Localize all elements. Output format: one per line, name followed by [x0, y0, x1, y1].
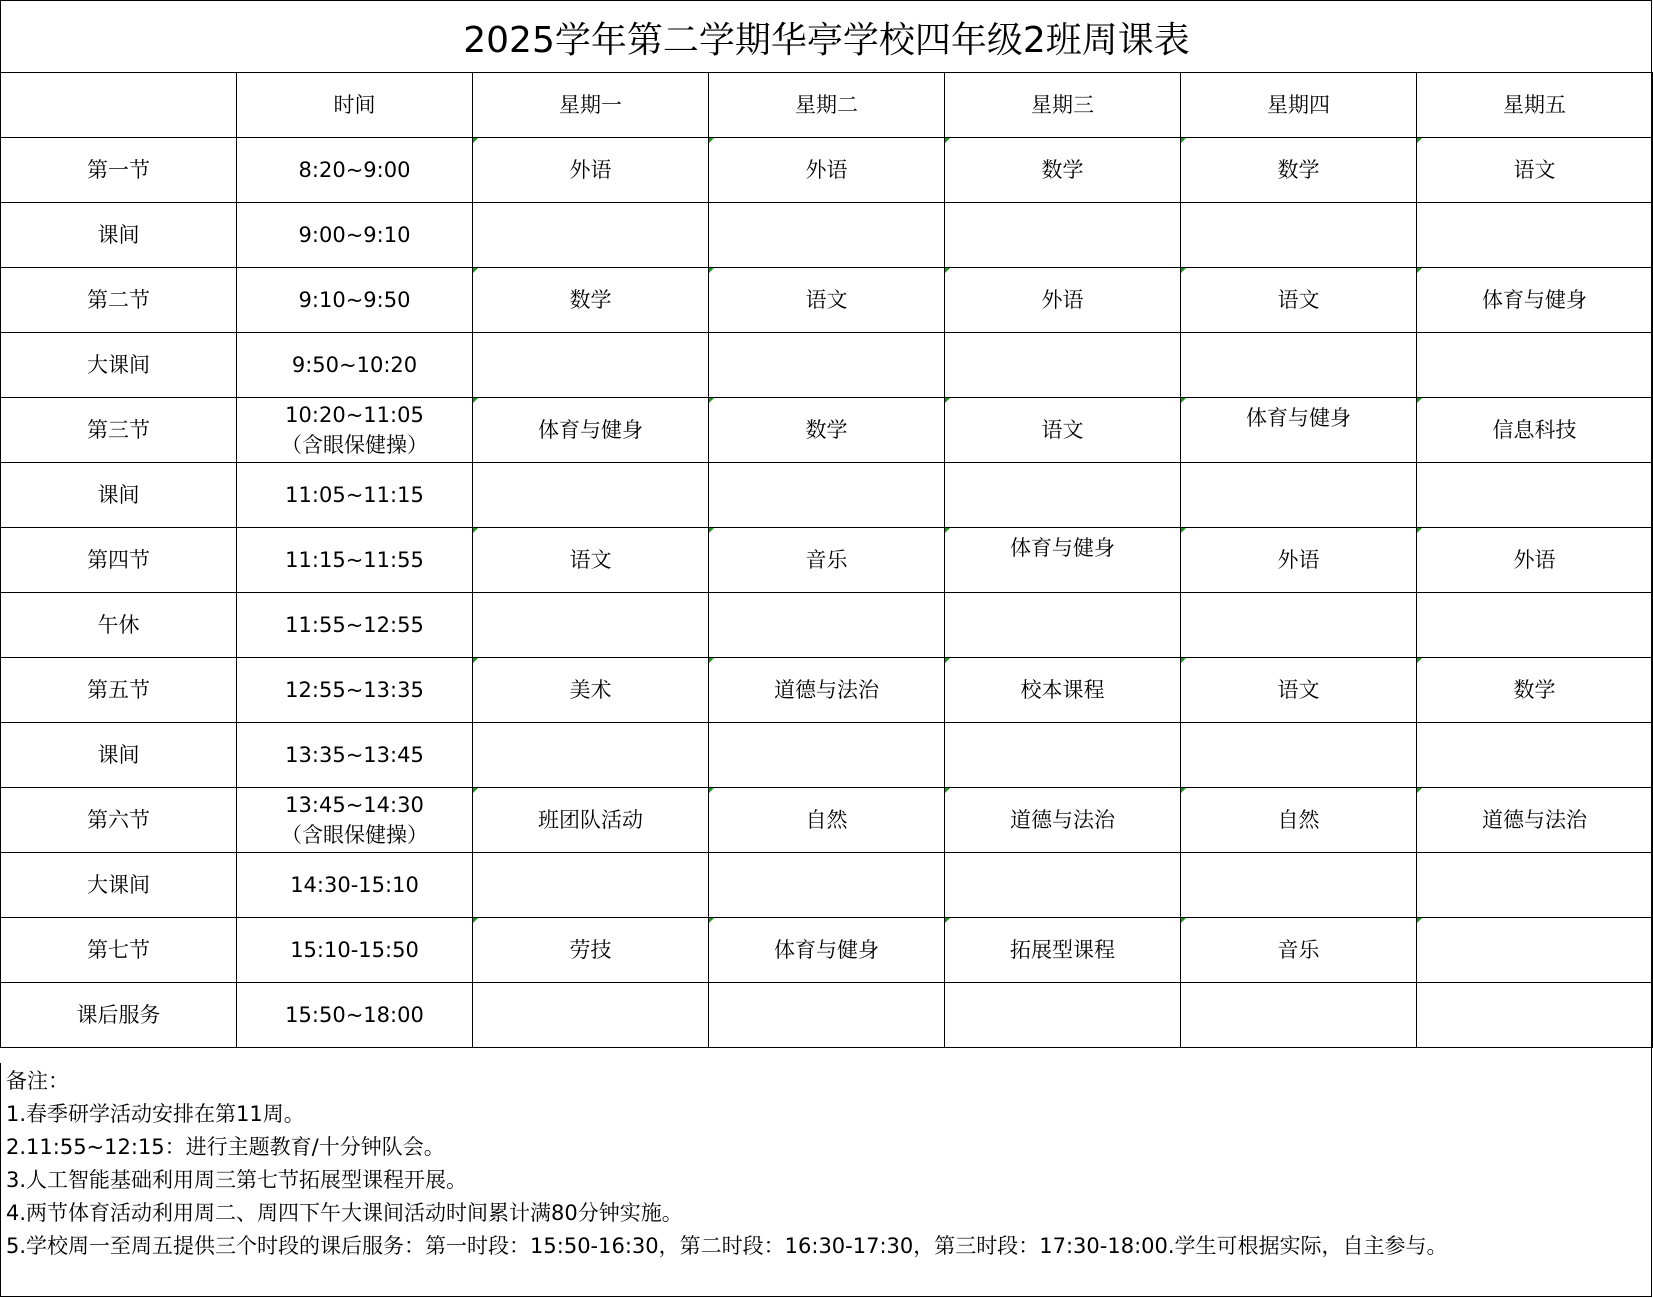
class-cell[interactable] [945, 333, 1181, 398]
class-cell[interactable]: 道德与法治 [709, 658, 945, 723]
break-row [1, 463, 1653, 528]
time-cell[interactable] [237, 528, 473, 593]
header-time-cell[interactable]: 时间 [237, 73, 473, 138]
class-cell[interactable]: 音乐 [1181, 918, 1417, 983]
class-cell[interactable] [709, 983, 945, 1048]
time-note-text: （含眼保健操） [281, 823, 428, 847]
class-cell[interactable] [473, 463, 709, 528]
header-day-cell[interactable]: 星期五 [1417, 73, 1653, 138]
class-cell[interactable]: 数学 [709, 398, 945, 463]
lesson-row [1, 918, 1653, 983]
lesson-row [1, 398, 1653, 463]
class-cell[interactable] [473, 723, 709, 788]
time-cell[interactable] [237, 983, 473, 1048]
period-cell[interactable]: 课后服务 [1, 983, 237, 1048]
time-cell[interactable] [237, 658, 473, 723]
header-blank-cell[interactable] [1, 73, 237, 138]
break-row [1, 983, 1653, 1048]
class-cell[interactable]: 劳技 [473, 918, 709, 983]
period-cell[interactable]: 第五节 [1, 658, 237, 723]
class-cell[interactable] [473, 983, 709, 1048]
class-cell[interactable] [709, 333, 945, 398]
class-cell[interactable]: 数学 [1417, 658, 1653, 723]
time-range-text: 9:10~9:50 [298, 287, 411, 312]
time-range-text: 10:20~11:05 [285, 403, 424, 427]
class-cell[interactable]: 体育与健身 [1417, 268, 1653, 333]
class-cell[interactable]: 美术 [473, 658, 709, 723]
class-cell[interactable]: 道德与法治 [1417, 788, 1653, 853]
time-cell[interactable] [237, 918, 473, 983]
class-cell[interactable] [1181, 723, 1417, 788]
class-cell[interactable]: 外语 [1417, 528, 1653, 593]
break-row [1, 333, 1653, 398]
time-cell[interactable] [237, 333, 473, 398]
class-cell[interactable]: 拓展型课程 [945, 918, 1181, 983]
note-line: 2.11:55~12:15：进行主题教育/十分钟队会。 [6, 1135, 445, 1159]
class-cell[interactable] [1181, 333, 1417, 398]
class-cell[interactable]: 语文 [709, 268, 945, 333]
class-cell[interactable] [709, 853, 945, 918]
class-cell[interactable] [945, 853, 1181, 918]
class-cell[interactable]: 体育与健身 [945, 528, 1181, 593]
class-cell[interactable] [473, 593, 709, 658]
note-line: 3.人工智能基础利用周三第七节拓展型课程开展。 [6, 1168, 468, 1192]
class-cell[interactable] [1181, 983, 1417, 1048]
break-row [1, 593, 1653, 658]
period-cell[interactable]: 第一节 [1, 138, 237, 203]
period-cell[interactable]: 大课间 [1, 853, 237, 918]
class-cell[interactable]: 体育与健身 [473, 398, 709, 463]
time-cell[interactable] [237, 203, 473, 268]
break-row [1, 853, 1653, 918]
time-range-text: 8:20~9:00 [298, 157, 411, 182]
header-day-cell[interactable]: 星期一 [473, 73, 709, 138]
class-cell[interactable] [1181, 853, 1417, 918]
notes-heading: 备注： [6, 1069, 69, 1093]
class-cell[interactable]: 语文 [1417, 138, 1653, 203]
period-cell[interactable]: 课间 [1, 463, 237, 528]
time-cell[interactable] [237, 398, 473, 463]
class-cell[interactable] [1417, 723, 1653, 788]
time-range-text: 9:50~10:20 [291, 352, 418, 377]
class-cell[interactable] [709, 203, 945, 268]
header-day-cell[interactable]: 星期二 [709, 73, 945, 138]
period-cell[interactable]: 第四节 [1, 528, 237, 593]
lesson-row [1, 658, 1653, 723]
class-cell[interactable] [945, 723, 1181, 788]
class-cell[interactable] [945, 983, 1181, 1048]
class-cell[interactable]: 体育与健身 [709, 918, 945, 983]
break-row [1, 723, 1653, 788]
class-cell[interactable]: 语文 [1181, 268, 1417, 333]
class-cell[interactable]: 自然 [1181, 788, 1417, 853]
notes-section [0, 1063, 1652, 1297]
header-day-cell[interactable]: 星期三 [945, 73, 1181, 138]
class-cell[interactable] [1417, 983, 1653, 1048]
class-cell[interactable]: 语文 [1181, 658, 1417, 723]
class-cell[interactable] [473, 853, 709, 918]
class-cell[interactable]: 语文 [945, 398, 1181, 463]
class-cell[interactable] [1417, 918, 1653, 983]
time-range-text: 9:00~9:10 [298, 222, 411, 247]
lesson-row [1, 268, 1653, 333]
class-cell[interactable]: 外语 [709, 138, 945, 203]
period-cell[interactable]: 第二节 [1, 268, 237, 333]
time-range-text: 11:05~11:15 [285, 482, 424, 507]
class-cell[interactable] [945, 463, 1181, 528]
class-cell[interactable]: 信息科技 [1417, 398, 1653, 463]
class-cell[interactable]: 班团队活动 [473, 788, 709, 853]
time-range-text: 13:45~14:30 [285, 793, 424, 817]
header-row [1, 73, 1653, 138]
note-line: 1.春季研学活动安排在第11周。 [6, 1102, 305, 1126]
time-range-text: 12:55~13:35 [285, 677, 424, 702]
break-row [1, 203, 1653, 268]
period-cell[interactable]: 课间 [1, 203, 237, 268]
time-range-text: 14:30-15:10 [290, 872, 419, 897]
class-cell[interactable] [1417, 463, 1653, 528]
class-cell[interactable]: 音乐 [709, 528, 945, 593]
period-cell[interactable]: 第六节 [1, 788, 237, 853]
period-cell[interactable]: 课间 [1, 723, 237, 788]
class-cell[interactable] [473, 203, 709, 268]
class-cell[interactable] [1181, 203, 1417, 268]
timetable-title: 2025学年第二学期华亭学校四年级2班周课表 [0, 0, 1652, 73]
class-cell[interactable]: 外语 [1181, 528, 1417, 593]
time-range-text: 15:50~18:00 [285, 1002, 424, 1027]
class-cell[interactable] [1181, 463, 1417, 528]
class-cell[interactable] [945, 203, 1181, 268]
time-cell[interactable] [237, 138, 473, 203]
lesson-row [1, 138, 1653, 203]
class-cell[interactable]: 自然 [709, 788, 945, 853]
time-cell[interactable] [237, 788, 473, 853]
time-range-text: 15:10-15:50 [290, 937, 419, 962]
lesson-row [1, 788, 1653, 853]
class-cell[interactable] [1417, 853, 1653, 918]
class-cell[interactable]: 道德与法治 [945, 788, 1181, 853]
time-cell[interactable] [237, 463, 473, 528]
lesson-row [1, 528, 1653, 593]
time-range-text: 11:15~11:55 [285, 547, 424, 572]
time-cell[interactable] [237, 593, 473, 658]
class-cell[interactable] [709, 723, 945, 788]
header-day-cell[interactable]: 星期四 [1181, 73, 1417, 138]
class-cell[interactable]: 语文 [473, 528, 709, 593]
class-cell[interactable] [1417, 333, 1653, 398]
period-cell[interactable]: 午休 [1, 593, 237, 658]
class-cell[interactable] [1181, 593, 1417, 658]
class-cell[interactable]: 外语 [945, 268, 1181, 333]
time-range-text: 13:35~13:45 [285, 742, 424, 767]
period-cell[interactable]: 大课间 [1, 333, 237, 398]
period-cell[interactable]: 第七节 [1, 918, 237, 983]
timetable-grid [0, 72, 1653, 1048]
time-cell[interactable] [237, 853, 473, 918]
class-cell[interactable]: 校本课程 [945, 658, 1181, 723]
class-cell[interactable]: 体育与健身 [1181, 398, 1417, 463]
period-cell[interactable]: 第三节 [1, 398, 237, 463]
class-cell[interactable] [709, 593, 945, 658]
class-cell[interactable]: 数学 [945, 138, 1181, 203]
class-cell[interactable] [473, 333, 709, 398]
time-note-text: （含眼保健操） [281, 433, 428, 457]
class-cell[interactable]: 数学 [473, 268, 709, 333]
class-cell[interactable] [1417, 593, 1653, 658]
note-line: 5.学校周一至周五提供三个时段的课后服务：第一时段：15:50-16:30，第二时段：16:30-17:30，第三时段：17:30-18:00.学生可根据实际，自主参与。 [6, 1234, 1448, 1258]
class-cell[interactable]: 数学 [1181, 138, 1417, 203]
time-cell[interactable] [237, 268, 473, 333]
class-cell[interactable]: 外语 [473, 138, 709, 203]
time-range-text: 11:55~12:55 [285, 612, 424, 637]
time-cell[interactable] [237, 723, 473, 788]
class-cell[interactable] [1417, 203, 1653, 268]
note-line: 4.两节体育活动利用周二、周四下午大课间活动时间累计满80分钟实施。 [6, 1201, 683, 1225]
class-cell[interactable] [945, 593, 1181, 658]
class-cell[interactable] [709, 463, 945, 528]
